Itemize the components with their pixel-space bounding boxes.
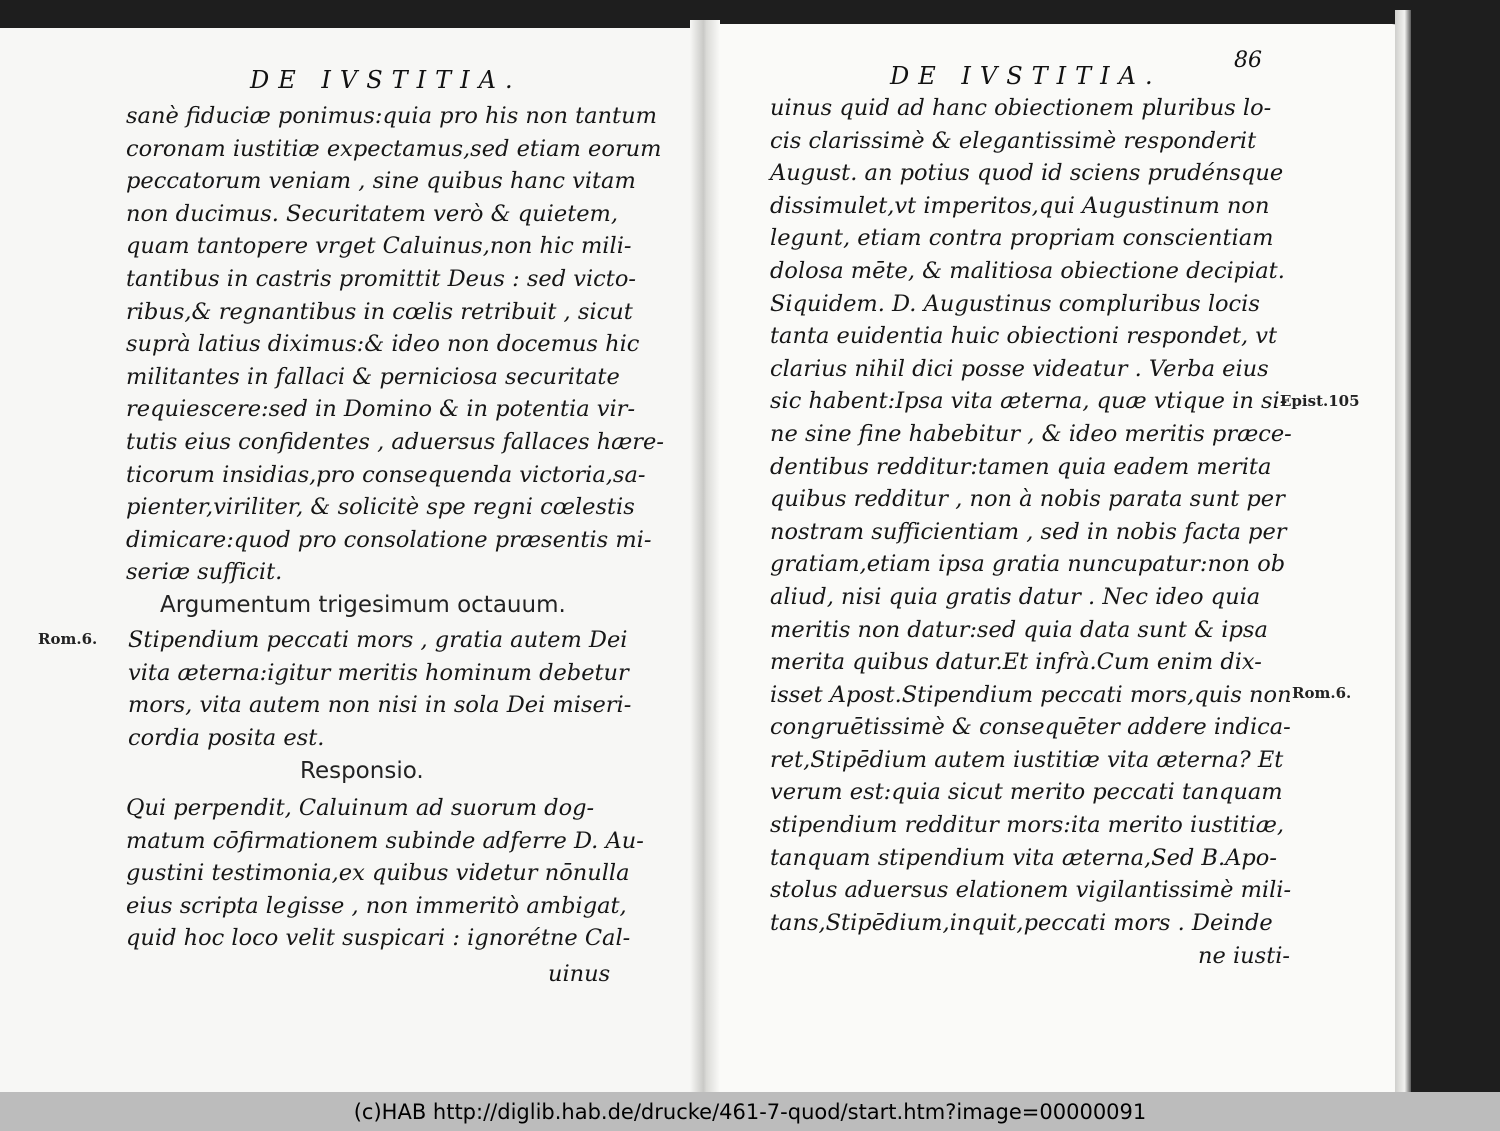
left-text-block-3 (126, 792, 644, 955)
book-gutter (690, 20, 720, 1092)
right-line: dolosa mēte, & malitiosa obiectione decipiat. (770, 257, 1285, 284)
right-line: nostram sufficientiam , sed in nobis facta per (770, 518, 1287, 545)
right-line: tanquam stipendium vita æterna,Sed B.Apo- (770, 844, 1277, 871)
right-line: meritis non datur:sed quia data sunt & ipsa (770, 616, 1268, 643)
page-edge (1395, 10, 1411, 1092)
right-line: tanta euidentia huic obiectioni respondet, vt (770, 323, 1278, 350)
right-line: cis clarissimè & elegantissimè responderit (770, 127, 1257, 154)
left-line: gustini testimonia,ex quibus videtur nōnulla (126, 860, 630, 887)
copyright-footer (0, 1092, 1500, 1131)
margin-note-epist: Epist.105 (1280, 392, 1360, 410)
left-line: matum cōfirmationem subinde adferre D. Au- (126, 827, 644, 854)
right-text-block (770, 92, 1292, 939)
right-line: aliud, nisi quia gratis datur . Nec ideo quia (770, 583, 1261, 610)
right-line: Siquidem. D. Augustinus compluribus locis (770, 290, 1260, 317)
left-line: cordia posita est. (128, 724, 325, 751)
right-line: sic habent:Ipsa vita æterna, quæ vtique in si- (770, 388, 1288, 415)
left-line: tantibus in castris promittit Deus : sed victo- (126, 265, 636, 292)
right-line: merita quibus datur.Et infrà.Cum enim dix- (770, 649, 1262, 676)
left-line: seriæ sufficit. (126, 559, 283, 586)
right-catchword: ne iusti- (1198, 943, 1291, 969)
right-line: quibus redditur , non à nobis parata sunt per (770, 486, 1285, 513)
right-line: stipendium redditur mors:ita merito iustitiæ, (770, 812, 1285, 839)
left-line: non ducimus. Securitatem verò & quietem, (126, 200, 619, 227)
left-line: tutis eius confidentes , aduersus fallaces hære- (126, 428, 664, 455)
left-line: dimicare:quod pro consolatione præsentis mi- (126, 526, 652, 553)
right-line: tans,Stipēdium,inquit,peccati mors . Deinde (770, 909, 1273, 936)
left-line: peccatorum veniam , sine quibus hanc vitam (126, 168, 636, 195)
footer-text: (c)HAB http://diglib.hab.de/drucke/461-7-quod/start.htm?image=00000091 (353, 1099, 1147, 1124)
right-line: congruētissimè & consequēter addere indica- (770, 714, 1291, 741)
left-text-block-1 (126, 100, 664, 589)
right-line: legunt, etiam contra propriam conscientiam (770, 225, 1274, 252)
left-line: ribus,& regnantibus in cœlis retribuit , sicut (126, 298, 633, 325)
left-catchword: uinus (548, 961, 611, 987)
left-line: vita æterna:igitur meritis hominum debetur (128, 659, 629, 686)
right-line: clarius nihil dici posse videatur . Verba eius (770, 355, 1269, 382)
right-line: stolus aduersus elationem vigilantissimè mili- (770, 877, 1292, 904)
left-line: quid hoc loco velit suspicari : ignorétne Cal- (126, 925, 631, 952)
left-running-header: DE IVSTITIA. (250, 66, 522, 94)
left-line: militantes in fallaci & perniciosa securitate (126, 363, 620, 390)
right-line: verum est:quia sicut merito peccati tanquam (770, 779, 1283, 806)
right-line: isset Apost.Stipendium peccati mors,quis non (770, 681, 1292, 708)
left-line: pienter,viriliter, & solicitè spe regni cœlestis (126, 494, 635, 521)
right-line: gratiam,etiam ipsa gratia nuncupatur:non ob (770, 551, 1286, 578)
section-heading-responsio: Responsio. (300, 758, 424, 784)
left-line: quam tantopere vrget Caluinus,non hic mili- (126, 233, 632, 260)
left-line: ticorum insidias,pro consequenda victoria,sa- (126, 461, 646, 488)
margin-note-rom-left: Rom.6. (38, 630, 98, 648)
right-line: August. an potius quod id sciens prudénsque (770, 160, 1284, 187)
page-number: 86 (1234, 48, 1262, 73)
left-line: requiescere:sed in Domino & in potentia vir- (126, 396, 636, 423)
left-line: suprà latius diximus:& ideo non docemus hic (126, 331, 640, 358)
right-line: ne sine fine habebitur , & ideo meritis præce- (770, 420, 1292, 447)
right-running-header: DE IVSTITIA. (890, 62, 1162, 90)
left-line: mors, vita autem non nisi in sola Dei miseri- (128, 692, 632, 719)
margin-note-rom-right: Rom.6. (1292, 684, 1352, 702)
left-line: coronam iustitiæ expectamus,sed etiam eorum (126, 135, 662, 162)
right-line: dissimulet,vt imperitos,qui Augustinum non (770, 192, 1270, 219)
right-line: dentibus redditur:tamen quia eadem merita (770, 453, 1272, 480)
section-heading-argumentum: Argumentum trigesimum octauum. (160, 592, 566, 618)
left-line: eius scripta legisse , non immeritò ambigat, (126, 892, 627, 919)
left-line: Qui perpendit, Caluinum ad suorum dog- (126, 795, 595, 821)
right-line: ret,Stipēdium autem iustitiæ vita æterna? Et (770, 746, 1284, 773)
left-text-block-2 (128, 624, 631, 754)
left-line: Stipendium peccati mors , gratia autem Dei (128, 627, 628, 653)
left-line: sanè fiduciæ ponimus:quia pro his non tantum (126, 103, 657, 129)
right-line: uinus quid ad hanc obiectionem pluribus lo- (770, 95, 1272, 121)
